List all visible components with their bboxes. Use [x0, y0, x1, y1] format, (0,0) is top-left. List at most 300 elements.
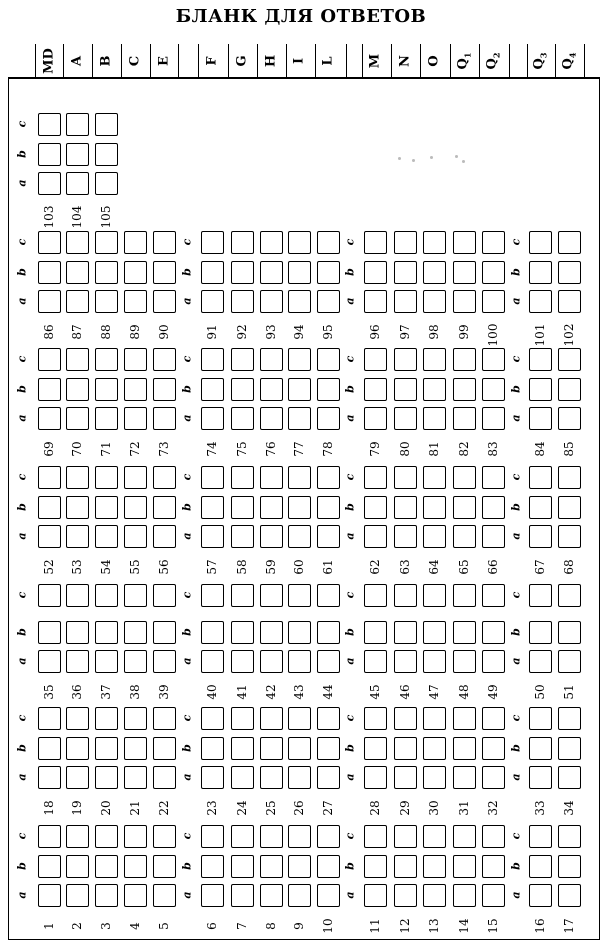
answer-box-q20-a[interactable]	[95, 766, 118, 789]
answer-box-q46-b[interactable]	[394, 621, 417, 644]
answer-box-q36-b[interactable]	[66, 621, 89, 644]
answer-box-q99-b[interactable]	[453, 261, 476, 284]
answer-box-q78-b[interactable]	[317, 378, 340, 401]
answer-box-q51-a[interactable]	[558, 650, 581, 673]
answer-box-q98-a[interactable]	[423, 290, 446, 313]
answer-box-q49-c[interactable]	[482, 584, 505, 607]
answer-box-q63-b[interactable]	[394, 496, 417, 519]
answer-box-q70-c[interactable]	[66, 348, 89, 371]
answer-box-q13-a[interactable]	[423, 884, 446, 907]
answer-box-q102-b[interactable]	[558, 261, 581, 284]
answer-box-q52-a[interactable]	[38, 525, 61, 548]
answer-box-q76-b[interactable]	[260, 378, 283, 401]
answer-box-q86-c[interactable]	[38, 231, 61, 254]
answer-box-q22-a[interactable]	[153, 766, 176, 789]
answer-box-q14-b[interactable]	[453, 855, 476, 878]
answer-box-q72-c[interactable]	[124, 348, 147, 371]
answer-box-q61-a[interactable]	[317, 525, 340, 548]
answer-box-q10-c[interactable]	[317, 825, 340, 848]
answer-box-q8-a[interactable]	[260, 884, 283, 907]
answer-box-q7-c[interactable]	[231, 825, 254, 848]
answer-box-q89-a[interactable]	[124, 290, 147, 313]
answer-box-q1-b[interactable]	[38, 855, 61, 878]
answer-box-q101-a[interactable]	[529, 290, 552, 313]
answer-box-q83-c[interactable]	[482, 348, 505, 371]
answer-box-q47-b[interactable]	[423, 621, 446, 644]
answer-box-q26-b[interactable]	[288, 737, 311, 760]
answer-box-q59-b[interactable]	[260, 496, 283, 519]
answer-box-q71-c[interactable]	[95, 348, 118, 371]
answer-box-q37-b[interactable]	[95, 621, 118, 644]
answer-box-q78-a[interactable]	[317, 407, 340, 430]
answer-box-q53-b[interactable]	[66, 496, 89, 519]
answer-box-q45-a[interactable]	[364, 650, 387, 673]
answer-box-q66-a[interactable]	[482, 525, 505, 548]
answer-box-q26-c[interactable]	[288, 707, 311, 730]
answer-box-q89-b[interactable]	[124, 261, 147, 284]
answer-box-q16-a[interactable]	[529, 884, 552, 907]
answer-box-q42-c[interactable]	[260, 584, 283, 607]
answer-box-q37-a[interactable]	[95, 650, 118, 673]
answer-box-q54-c[interactable]	[95, 466, 118, 489]
answer-box-q80-b[interactable]	[394, 378, 417, 401]
answer-box-q60-b[interactable]	[288, 496, 311, 519]
answer-box-q34-a[interactable]	[558, 766, 581, 789]
answer-box-q42-b[interactable]	[260, 621, 283, 644]
answer-box-q105-b[interactable]	[95, 143, 118, 166]
answer-box-q31-b[interactable]	[453, 737, 476, 760]
answer-box-q55-b[interactable]	[124, 496, 147, 519]
answer-box-q89-c[interactable]	[124, 231, 147, 254]
answer-box-q30-b[interactable]	[423, 737, 446, 760]
answer-box-q66-b[interactable]	[482, 496, 505, 519]
answer-box-q58-c[interactable]	[231, 466, 254, 489]
answer-box-q33-a[interactable]	[529, 766, 552, 789]
answer-box-q88-a[interactable]	[95, 290, 118, 313]
answer-box-q53-c[interactable]	[66, 466, 89, 489]
answer-box-q85-b[interactable]	[558, 378, 581, 401]
answer-box-q83-b[interactable]	[482, 378, 505, 401]
answer-box-q39-a[interactable]	[153, 650, 176, 673]
answer-box-q55-c[interactable]	[124, 466, 147, 489]
answer-box-q26-a[interactable]	[288, 766, 311, 789]
answer-box-q57-c[interactable]	[201, 466, 224, 489]
answer-box-q59-c[interactable]	[260, 466, 283, 489]
answer-box-q65-c[interactable]	[453, 466, 476, 489]
answer-box-q42-a[interactable]	[260, 650, 283, 673]
answer-box-q77-b[interactable]	[288, 378, 311, 401]
answer-box-q60-c[interactable]	[288, 466, 311, 489]
answer-box-q22-b[interactable]	[153, 737, 176, 760]
answer-box-q81-b[interactable]	[423, 378, 446, 401]
answer-box-q23-a[interactable]	[201, 766, 224, 789]
answer-box-q73-c[interactable]	[153, 348, 176, 371]
answer-box-q97-c[interactable]	[394, 231, 417, 254]
answer-box-q84-a[interactable]	[529, 407, 552, 430]
answer-box-q77-a[interactable]	[288, 407, 311, 430]
answer-box-q93-a[interactable]	[260, 290, 283, 313]
answer-box-q95-c[interactable]	[317, 231, 340, 254]
answer-box-q90-b[interactable]	[153, 261, 176, 284]
answer-box-q38-b[interactable]	[124, 621, 147, 644]
answer-box-q98-b[interactable]	[423, 261, 446, 284]
answer-box-q71-b[interactable]	[95, 378, 118, 401]
answer-box-q95-a[interactable]	[317, 290, 340, 313]
answer-box-q96-b[interactable]	[364, 261, 387, 284]
answer-box-q5-c[interactable]	[153, 825, 176, 848]
answer-box-q35-a[interactable]	[38, 650, 61, 673]
answer-box-q95-b[interactable]	[317, 261, 340, 284]
answer-box-q83-a[interactable]	[482, 407, 505, 430]
answer-box-q29-a[interactable]	[394, 766, 417, 789]
answer-box-q75-c[interactable]	[231, 348, 254, 371]
answer-box-q34-c[interactable]	[558, 707, 581, 730]
answer-box-q61-c[interactable]	[317, 466, 340, 489]
answer-box-q1-a[interactable]	[38, 884, 61, 907]
answer-box-q62-c[interactable]	[364, 466, 387, 489]
answer-box-q25-c[interactable]	[260, 707, 283, 730]
answer-box-q69-a[interactable]	[38, 407, 61, 430]
answer-box-q57-a[interactable]	[201, 525, 224, 548]
answer-box-q22-c[interactable]	[153, 707, 176, 730]
answer-box-q85-c[interactable]	[558, 348, 581, 371]
answer-box-q49-b[interactable]	[482, 621, 505, 644]
answer-box-q6-a[interactable]	[201, 884, 224, 907]
answer-box-q9-a[interactable]	[288, 884, 311, 907]
answer-box-q40-b[interactable]	[201, 621, 224, 644]
answer-box-q10-b[interactable]	[317, 855, 340, 878]
answer-box-q97-a[interactable]	[394, 290, 417, 313]
answer-box-q79-c[interactable]	[364, 348, 387, 371]
answer-box-q9-c[interactable]	[288, 825, 311, 848]
answer-box-q93-b[interactable]	[260, 261, 283, 284]
answer-box-q44-c[interactable]	[317, 584, 340, 607]
answer-box-q100-b[interactable]	[482, 261, 505, 284]
answer-box-q66-c[interactable]	[482, 466, 505, 489]
answer-box-q104-c[interactable]	[66, 113, 89, 136]
answer-box-q40-c[interactable]	[201, 584, 224, 607]
answer-box-q25-b[interactable]	[260, 737, 283, 760]
answer-box-q99-c[interactable]	[453, 231, 476, 254]
answer-box-q27-a[interactable]	[317, 766, 340, 789]
answer-box-q48-b[interactable]	[453, 621, 476, 644]
answer-box-q41-c[interactable]	[231, 584, 254, 607]
answer-box-q34-b[interactable]	[558, 737, 581, 760]
answer-box-q81-c[interactable]	[423, 348, 446, 371]
answer-box-q78-c[interactable]	[317, 348, 340, 371]
answer-box-q32-c[interactable]	[482, 707, 505, 730]
answer-box-q92-c[interactable]	[231, 231, 254, 254]
answer-box-q21-a[interactable]	[124, 766, 147, 789]
answer-box-q79-b[interactable]	[364, 378, 387, 401]
answer-box-q19-b[interactable]	[66, 737, 89, 760]
answer-box-q43-c[interactable]	[288, 584, 311, 607]
answer-box-q68-a[interactable]	[558, 525, 581, 548]
answer-box-q2-b[interactable]	[66, 855, 89, 878]
answer-box-q32-b[interactable]	[482, 737, 505, 760]
answer-box-q46-c[interactable]	[394, 584, 417, 607]
answer-box-q55-a[interactable]	[124, 525, 147, 548]
answer-box-q91-c[interactable]	[201, 231, 224, 254]
answer-box-q16-b[interactable]	[529, 855, 552, 878]
answer-box-q15-b[interactable]	[482, 855, 505, 878]
answer-box-q65-b[interactable]	[453, 496, 476, 519]
answer-box-q103-c[interactable]	[38, 113, 61, 136]
answer-box-q9-b[interactable]	[288, 855, 311, 878]
answer-box-q35-b[interactable]	[38, 621, 61, 644]
answer-box-q58-a[interactable]	[231, 525, 254, 548]
answer-box-q12-b[interactable]	[394, 855, 417, 878]
answer-box-q18-b[interactable]	[38, 737, 61, 760]
answer-box-q76-a[interactable]	[260, 407, 283, 430]
answer-box-q5-a[interactable]	[153, 884, 176, 907]
answer-box-q103-a[interactable]	[38, 172, 61, 195]
answer-box-q64-b[interactable]	[423, 496, 446, 519]
answer-box-q84-b[interactable]	[529, 378, 552, 401]
answer-box-q105-a[interactable]	[95, 172, 118, 195]
answer-box-q24-b[interactable]	[231, 737, 254, 760]
answer-box-q54-a[interactable]	[95, 525, 118, 548]
answer-box-q87-b[interactable]	[66, 261, 89, 284]
answer-box-q6-b[interactable]	[201, 855, 224, 878]
answer-box-q28-b[interactable]	[364, 737, 387, 760]
answer-box-q15-a[interactable]	[482, 884, 505, 907]
answer-box-q18-c[interactable]	[38, 707, 61, 730]
answer-box-q3-b[interactable]	[95, 855, 118, 878]
answer-box-q74-b[interactable]	[201, 378, 224, 401]
answer-box-q100-a[interactable]	[482, 290, 505, 313]
answer-box-q50-b[interactable]	[529, 621, 552, 644]
answer-box-q90-c[interactable]	[153, 231, 176, 254]
answer-box-q5-b[interactable]	[153, 855, 176, 878]
answer-box-q37-c[interactable]	[95, 584, 118, 607]
answer-box-q41-a[interactable]	[231, 650, 254, 673]
answer-box-q90-a[interactable]	[153, 290, 176, 313]
answer-box-q51-c[interactable]	[558, 584, 581, 607]
answer-box-q16-c[interactable]	[529, 825, 552, 848]
answer-box-q67-a[interactable]	[529, 525, 552, 548]
answer-box-q30-a[interactable]	[423, 766, 446, 789]
answer-box-q88-b[interactable]	[95, 261, 118, 284]
answer-box-q63-a[interactable]	[394, 525, 417, 548]
answer-box-q31-c[interactable]	[453, 707, 476, 730]
answer-box-q3-c[interactable]	[95, 825, 118, 848]
answer-box-q77-c[interactable]	[288, 348, 311, 371]
answer-box-q60-a[interactable]	[288, 525, 311, 548]
answer-box-q105-c[interactable]	[95, 113, 118, 136]
answer-box-q32-a[interactable]	[482, 766, 505, 789]
answer-box-q56-c[interactable]	[153, 466, 176, 489]
answer-box-q96-a[interactable]	[364, 290, 387, 313]
answer-box-q31-a[interactable]	[453, 766, 476, 789]
answer-box-q62-b[interactable]	[364, 496, 387, 519]
answer-box-q57-b[interactable]	[201, 496, 224, 519]
answer-box-q70-a[interactable]	[66, 407, 89, 430]
answer-box-q47-a[interactable]	[423, 650, 446, 673]
answer-box-q65-a[interactable]	[453, 525, 476, 548]
answer-box-q94-c[interactable]	[288, 231, 311, 254]
answer-box-q87-a[interactable]	[66, 290, 89, 313]
answer-box-q8-c[interactable]	[260, 825, 283, 848]
answer-box-q59-a[interactable]	[260, 525, 283, 548]
answer-box-q17-b[interactable]	[558, 855, 581, 878]
answer-box-q12-c[interactable]	[394, 825, 417, 848]
answer-box-q91-a[interactable]	[201, 290, 224, 313]
answer-box-q2-a[interactable]	[66, 884, 89, 907]
answer-box-q21-b[interactable]	[124, 737, 147, 760]
answer-box-q68-b[interactable]	[558, 496, 581, 519]
answer-box-q76-c[interactable]	[260, 348, 283, 371]
answer-box-q28-c[interactable]	[364, 707, 387, 730]
answer-box-q73-a[interactable]	[153, 407, 176, 430]
answer-box-q56-b[interactable]	[153, 496, 176, 519]
answer-box-q92-a[interactable]	[231, 290, 254, 313]
answer-box-q69-c[interactable]	[38, 348, 61, 371]
answer-box-q6-c[interactable]	[201, 825, 224, 848]
answer-box-q69-b[interactable]	[38, 378, 61, 401]
answer-box-q27-c[interactable]	[317, 707, 340, 730]
answer-box-q25-a[interactable]	[260, 766, 283, 789]
answer-box-q14-c[interactable]	[453, 825, 476, 848]
answer-box-q92-b[interactable]	[231, 261, 254, 284]
answer-box-q47-c[interactable]	[423, 584, 446, 607]
answer-box-q21-c[interactable]	[124, 707, 147, 730]
answer-box-q86-a[interactable]	[38, 290, 61, 313]
answer-box-q19-a[interactable]	[66, 766, 89, 789]
answer-box-q97-b[interactable]	[394, 261, 417, 284]
answer-box-q15-c[interactable]	[482, 825, 505, 848]
answer-box-q20-c[interactable]	[95, 707, 118, 730]
answer-box-q91-b[interactable]	[201, 261, 224, 284]
answer-box-q56-a[interactable]	[153, 525, 176, 548]
answer-box-q53-a[interactable]	[66, 525, 89, 548]
answer-box-q13-c[interactable]	[423, 825, 446, 848]
answer-box-q84-c[interactable]	[529, 348, 552, 371]
answer-box-q74-c[interactable]	[201, 348, 224, 371]
answer-box-q61-b[interactable]	[317, 496, 340, 519]
answer-box-q44-b[interactable]	[317, 621, 340, 644]
answer-box-q85-a[interactable]	[558, 407, 581, 430]
answer-box-q80-c[interactable]	[394, 348, 417, 371]
answer-box-q43-b[interactable]	[288, 621, 311, 644]
answer-box-q99-a[interactable]	[453, 290, 476, 313]
answer-box-q45-c[interactable]	[364, 584, 387, 607]
answer-box-q94-a[interactable]	[288, 290, 311, 313]
answer-box-q41-b[interactable]	[231, 621, 254, 644]
answer-box-q36-c[interactable]	[66, 584, 89, 607]
answer-box-q81-a[interactable]	[423, 407, 446, 430]
answer-box-q39-c[interactable]	[153, 584, 176, 607]
answer-box-q13-b[interactable]	[423, 855, 446, 878]
answer-box-q3-a[interactable]	[95, 884, 118, 907]
answer-box-q86-b[interactable]	[38, 261, 61, 284]
answer-box-q62-a[interactable]	[364, 525, 387, 548]
answer-box-q102-c[interactable]	[558, 231, 581, 254]
answer-box-q67-c[interactable]	[529, 466, 552, 489]
answer-box-q28-a[interactable]	[364, 766, 387, 789]
answer-box-q58-b[interactable]	[231, 496, 254, 519]
answer-box-q38-c[interactable]	[124, 584, 147, 607]
answer-box-q67-b[interactable]	[529, 496, 552, 519]
answer-box-q96-c[interactable]	[364, 231, 387, 254]
answer-box-q50-a[interactable]	[529, 650, 552, 673]
answer-box-q49-a[interactable]	[482, 650, 505, 673]
answer-box-q50-c[interactable]	[529, 584, 552, 607]
answer-box-q64-c[interactable]	[423, 466, 446, 489]
answer-box-q72-a[interactable]	[124, 407, 147, 430]
answer-box-q48-c[interactable]	[453, 584, 476, 607]
answer-box-q11-a[interactable]	[364, 884, 387, 907]
answer-box-q52-b[interactable]	[38, 496, 61, 519]
answer-box-q54-b[interactable]	[95, 496, 118, 519]
answer-box-q71-a[interactable]	[95, 407, 118, 430]
answer-box-q27-b[interactable]	[317, 737, 340, 760]
answer-box-q20-b[interactable]	[95, 737, 118, 760]
answer-box-q93-c[interactable]	[260, 231, 283, 254]
answer-box-q17-c[interactable]	[558, 825, 581, 848]
answer-box-q43-a[interactable]	[288, 650, 311, 673]
answer-box-q104-b[interactable]	[66, 143, 89, 166]
answer-box-q100-c[interactable]	[482, 231, 505, 254]
answer-box-q63-c[interactable]	[394, 466, 417, 489]
answer-box-q80-a[interactable]	[394, 407, 417, 430]
answer-box-q1-c[interactable]	[38, 825, 61, 848]
answer-box-q18-a[interactable]	[38, 766, 61, 789]
answer-box-q82-a[interactable]	[453, 407, 476, 430]
answer-box-q2-c[interactable]	[66, 825, 89, 848]
answer-box-q87-c[interactable]	[66, 231, 89, 254]
answer-box-q4-a[interactable]	[124, 884, 147, 907]
answer-box-q35-c[interactable]	[38, 584, 61, 607]
answer-box-q29-c[interactable]	[394, 707, 417, 730]
answer-box-q44-a[interactable]	[317, 650, 340, 673]
answer-box-q103-b[interactable]	[38, 143, 61, 166]
answer-box-q8-b[interactable]	[260, 855, 283, 878]
answer-box-q52-c[interactable]	[38, 466, 61, 489]
answer-box-q4-c[interactable]	[124, 825, 147, 848]
answer-box-q23-b[interactable]	[201, 737, 224, 760]
answer-box-q79-a[interactable]	[364, 407, 387, 430]
answer-box-q17-a[interactable]	[558, 884, 581, 907]
answer-box-q39-b[interactable]	[153, 621, 176, 644]
answer-box-q104-a[interactable]	[66, 172, 89, 195]
answer-box-q19-c[interactable]	[66, 707, 89, 730]
answer-box-q72-b[interactable]	[124, 378, 147, 401]
answer-box-q64-a[interactable]	[423, 525, 446, 548]
answer-box-q101-c[interactable]	[529, 231, 552, 254]
answer-box-q23-c[interactable]	[201, 707, 224, 730]
answer-box-q51-b[interactable]	[558, 621, 581, 644]
answer-box-q94-b[interactable]	[288, 261, 311, 284]
answer-box-q98-c[interactable]	[423, 231, 446, 254]
answer-box-q33-b[interactable]	[529, 737, 552, 760]
answer-box-q73-b[interactable]	[153, 378, 176, 401]
answer-box-q11-b[interactable]	[364, 855, 387, 878]
answer-box-q45-b[interactable]	[364, 621, 387, 644]
answer-box-q38-a[interactable]	[124, 650, 147, 673]
answer-box-q29-b[interactable]	[394, 737, 417, 760]
answer-box-q7-b[interactable]	[231, 855, 254, 878]
answer-box-q101-b[interactable]	[529, 261, 552, 284]
answer-box-q7-a[interactable]	[231, 884, 254, 907]
answer-box-q82-b[interactable]	[453, 378, 476, 401]
answer-box-q40-a[interactable]	[201, 650, 224, 673]
answer-box-q4-b[interactable]	[124, 855, 147, 878]
answer-box-q102-a[interactable]	[558, 290, 581, 313]
answer-box-q74-a[interactable]	[201, 407, 224, 430]
answer-box-q75-b[interactable]	[231, 378, 254, 401]
answer-box-q70-b[interactable]	[66, 378, 89, 401]
